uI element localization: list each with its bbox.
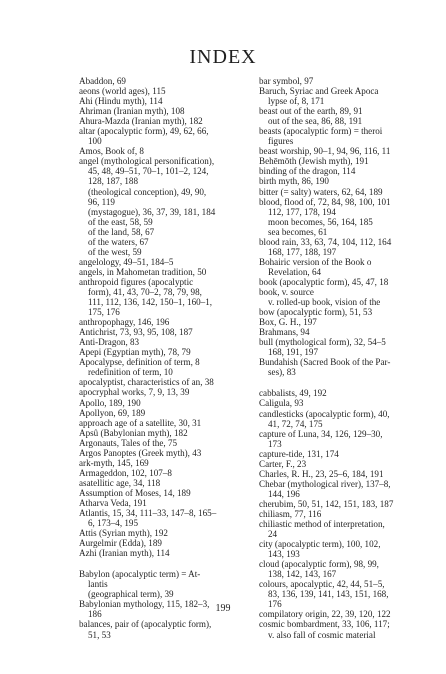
index-entry: cherubim, 50, 51, 142, 151, 183, 187 [259,498,394,509]
index-entry: balances, pair of (apocalyptic form), [79,619,212,630]
index-entry: ark-myth, 145, 169 [79,457,149,468]
index-column-left [79,76,245,640]
index-subentry: redefinition of term, 10 [88,367,173,378]
index-entry: cabbalists, 49, 192 [259,388,327,399]
index-subentry: 83, 136, 139, 141, 143, 151, 168, [268,589,389,600]
index-entry: cloud (apocalyptic form), 98, 99, [259,559,379,570]
index-subentry: 41, 72, 74, 175 [268,418,323,429]
index-subentry: of the west, 59 [88,246,142,257]
index-subentry: v. also fall of cosmic material [268,629,376,640]
index-entry: Carter, F., 23 [259,458,307,469]
index-entry: city (apocalyptic term), 100, 102, [259,539,381,550]
index-subentry: 138, 142, 143, 167 [268,569,337,580]
index-subentry: (mystagogue), 36, 37, 39, 181, 184 [88,206,216,217]
index-entry: Charles, R. H., 23, 25–6, 184, 191 [259,468,384,479]
index-subentry: 144, 196 [268,488,300,499]
index-subentry: 51, 53 [88,629,111,640]
index-subentry: 186 [88,609,102,620]
index-entry: Brahmans, 94 [259,327,310,338]
index-subentry: 168, 191, 197 [268,347,319,358]
index-subentry: 45, 48, 49–51, 70–1, 101–2, 124, [88,166,209,177]
index-subentry: 111, 112, 136, 142, 150–1, 160–1, [88,297,213,308]
index-entry: Apollyon, 69, 189 [79,407,146,418]
index-subentry: 6, 173–4, 195 [88,518,139,529]
index-entry: Argos Panoptes (Greek myth), 43 [79,447,202,458]
index-entry: cosmic bombardment, 33, 106, 117; [259,619,390,630]
index-entry: Amos, Book of, 8 [79,146,144,157]
index-entry: angelology, 49–51, 184–5 [79,256,174,267]
index-entry: colours, apocalyptic, 42, 44, 51–5, [259,579,385,590]
index-subentry: 168, 177, 188, 197 [268,246,337,257]
index-entry: candlesticks (apocalyptic form), 40, [259,408,390,419]
index-subentry: (theological conception), 49, 90, [88,186,207,197]
index-entry: Ahriman (Iranian myth), 108 [79,106,185,117]
index-entry: Atharva Veda, 191 [79,497,147,508]
index-entry: anthropoid figures (apocalyptic [79,276,194,287]
index-entry: Babylonian mythology, 115, 182–3, [79,599,210,610]
index-subentry: out of the sea, 86, 88, 191 [268,116,363,127]
index-column-right [259,76,446,640]
index-subentry: 24 [268,529,278,540]
index-subentry: 175, 176 [88,307,120,318]
index-entry: Apepi (Egyptian myth), 78, 79 [79,347,191,358]
index-entry: Abaddon, 69 [79,76,126,86]
index-subentry: of the land, 58, 67 [88,226,155,237]
index-subentry: (geographical term), 39 [88,589,174,600]
index-subentry: lantis [88,579,108,590]
index-entry: Box, G. H., 197 [259,317,317,328]
index-entry: altar (apocalyptic form), 49, 62, 66, [79,126,209,137]
index-entry: birth myth, 86, 190 [259,176,329,187]
index-entry: Apsû (Babylonian myth), 182 [79,427,188,438]
index-entry: capture of Luna, 34, 126, 129–30, [259,428,383,439]
index-subentry: lypse of, 8, 171 [268,96,325,107]
index-subentry: 96, 119 [88,196,115,207]
page-number: 199 [215,603,231,614]
index-entry: anthropophagy, 146, 196 [79,317,170,328]
index-subentry: 176 [268,599,282,610]
index-entry: Bundahish (Sacred Book of the Par- [259,357,391,368]
index-entry: Apollo, 189, 190 [79,397,141,408]
index-entry: capture-tide, 131, 174 [259,448,339,459]
index-entry: Antichrist, 73, 93, 95, 108, 187 [79,327,193,338]
index-entry: angels, in Mahometan tradition, 50 [79,266,207,277]
index-subentry: sea becomes, 61 [268,226,328,237]
index-entry: Atlantis, 15, 34, 111–33, 147–8, 165– [79,508,217,519]
index-entry: Caligula, 93 [259,398,304,409]
index-entry: Argonauts, Tales of the, 75 [79,437,178,448]
index-entry: Azhi (Iranian myth), 114 [79,548,170,559]
index-subentry: figures [268,136,294,147]
index-entry: Anti-Dragon, 83 [79,337,140,348]
index-subentry: v. rolled-up book, vision of the [268,297,381,308]
index-entry: bar symbol, 97 [259,76,314,86]
index-entry: blood rain, 33, 63, 74, 104, 112, 164 [259,236,392,247]
index-entry: compilatory origin, 22, 39, 120, 122 [259,609,391,620]
index-entry: beasts (apocalyptic form) = theroi [259,126,383,137]
index-entry: apocryphal works, 7, 9, 13, 39 [79,387,190,398]
index-entry: Attis (Syrian myth), 192 [79,528,168,539]
index-entry: Ahura-Mazda (Iranian myth), 182 [79,116,203,127]
index-entry: bow (apocalyptic form), 51, 53 [259,307,373,318]
index-entry: Apocalypse, definition of term, 8 [79,357,200,368]
index-subentry: 128, 187, 188 [88,176,139,187]
index-entry: bitter (= salty) waters, 62, 64, 189 [259,186,383,197]
index-entry: apocalyptist, characteristics of an, 38 [79,377,214,388]
page-title: INDEX [189,46,257,68]
index-entry: book (apocalyptic form), 45, 47, 18 [259,276,389,287]
index-subentry: ses), 83 [268,367,296,378]
index-entry: chiliasm, 77, 116 [259,508,322,519]
index-entry: Ahi (Hindu myth), 114 [79,96,163,107]
index-entry: aeons (world ages), 115 [79,86,166,97]
index-subentry: 100 [88,136,102,147]
index-entry: Baruch, Syriac and Greek Apoca [259,86,379,97]
index-entry: Bohairic version of the Book o [259,256,372,267]
index-entry: approach age of a satellite, 30, 31 [79,417,202,428]
index-subentry: of the waters, 67 [88,236,149,247]
index-subentry: moon becomes, 56, 164, 185 [268,216,373,227]
index-entry: book, v. source [259,286,314,297]
index-entry: asatellitic age, 34, 118 [79,477,161,488]
index-subentry: form), 41, 43, 70–2, 78, 79, 98, [88,286,202,297]
index-entry: Aurgelmir (Edda), 189 [79,538,162,549]
index-entry: Behēmōth (Jewish myth), 191 [259,156,369,167]
index-entry: Assumption of Moses, 14, 189 [79,487,191,498]
index-entry: Armageddon, 102, 107–8 [79,467,172,478]
index-entry: blood, flood of, 72, 84, 98, 100, 101 [259,196,391,207]
index-entry: angel (mythological personification), [79,156,215,167]
index-subentry: 143, 193 [268,549,300,560]
index-subentry: 173 [268,438,282,449]
index-entry: Chebar (mythological river), 137–8, [259,478,391,489]
index-subentry: Revelation, 64 [268,266,322,277]
index-entry: chiliastic method of interpretation, [259,519,385,530]
index-subentry: 112, 177, 178, 194 [268,206,336,217]
index-entry: beast worship, 90–1, 94, 96, 116, 11 [259,146,391,157]
index-entry: bull (mythological form), 32, 54–5 [259,337,386,348]
index-entry: Babylon (apocalyptic term) = At- [79,569,201,580]
index-entry: binding of the dragon, 114 [259,166,356,177]
index-entry: beast out of the earth, 89, 91 [259,106,363,117]
index-subentry: of the east, 58, 59 [88,216,153,227]
